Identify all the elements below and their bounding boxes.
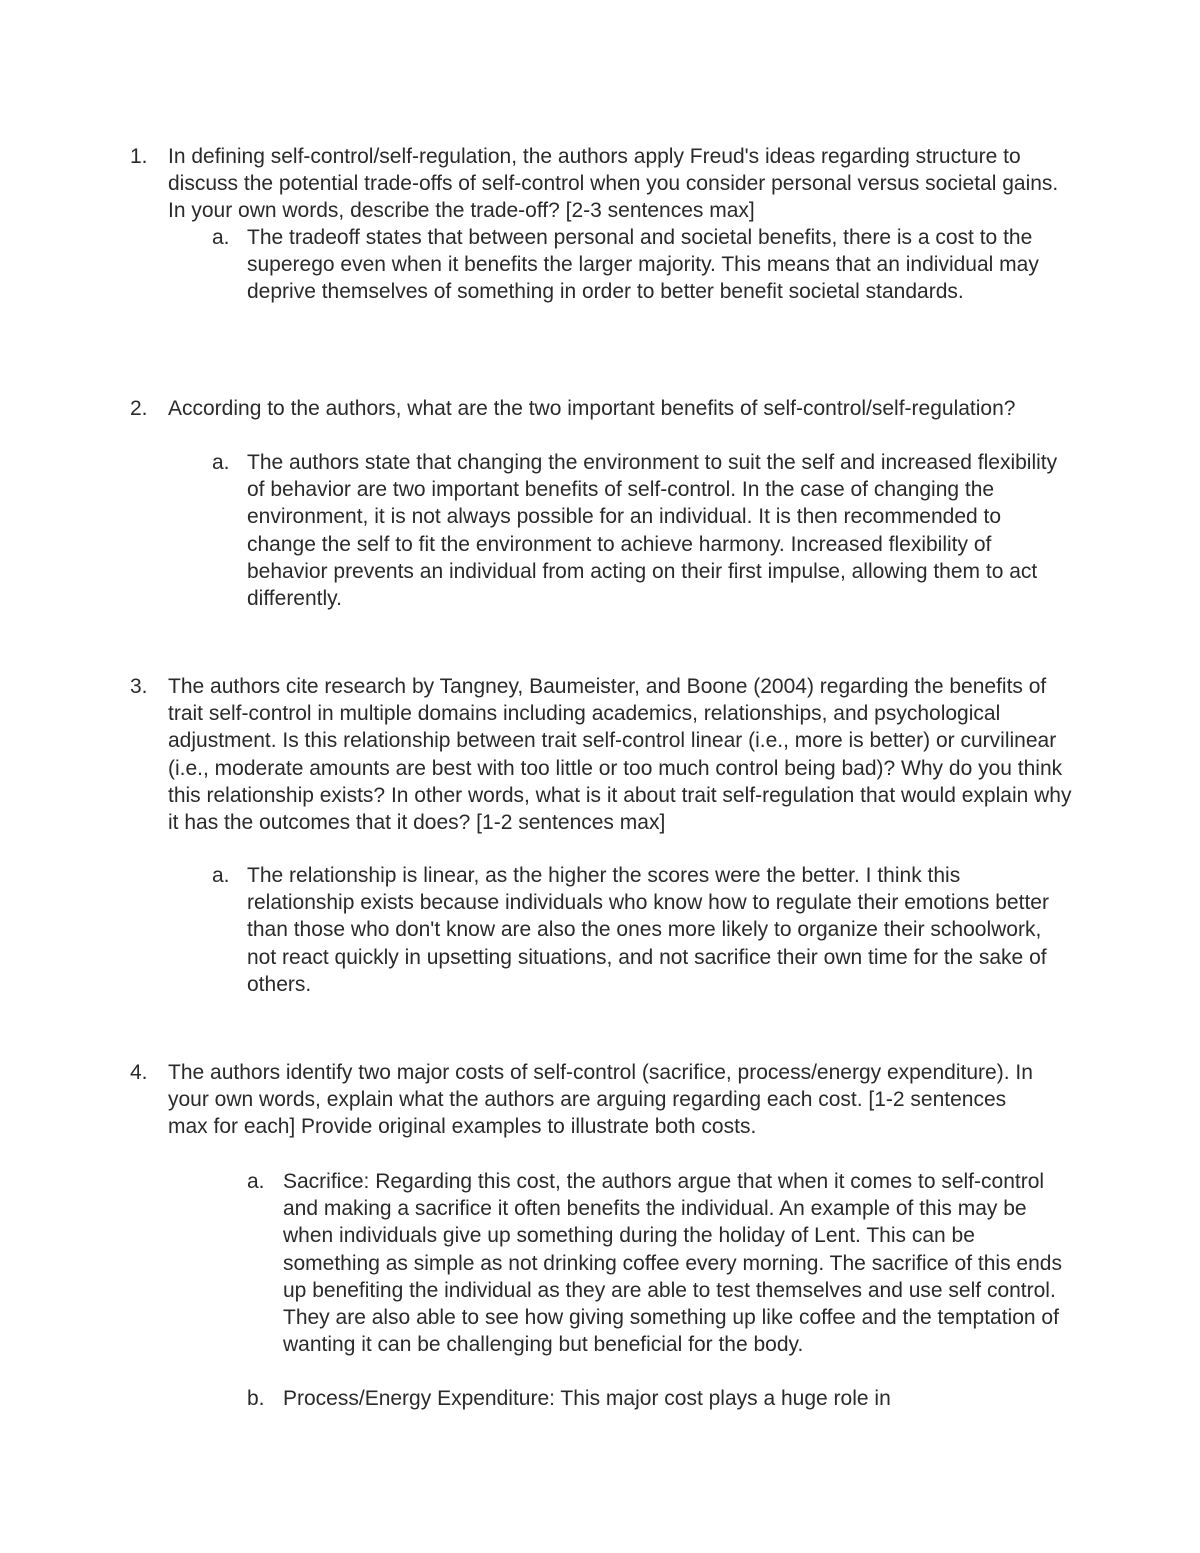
question-number: 3. xyxy=(130,675,148,698)
answer-label: a. xyxy=(247,1170,265,1193)
answer-text: The relationship is linear, as the higher the scores were the better. I think this relationship exists because individuals who know how to regulate their emotions better than those who don't know are also the ones more likely to organize their schoolwork, not react quickly in upsetting situations, and not sacrifice their own time for the sake of others. xyxy=(247,864,1049,996)
answer-label: a. xyxy=(212,451,230,474)
answer-text: The authors state that changing the environment to suit the self and increased flexibility of behavior are two important benefits of self-control. In the case of changing the environment, it is not always possible for an individual. It is then recommended to change the self to fit the environment to achieve harmony. Increased flexibility of behavior prevents an individual from acting on their first impulse, allowing them to act differently. xyxy=(247,451,1058,611)
answer-label: a. xyxy=(212,226,230,249)
question-number: 2. xyxy=(130,397,148,420)
answer-text: Process/Energy Expenditure: This major cost plays a huge role in xyxy=(283,1387,891,1410)
question-text: The authors identify two major costs of self-control (sacrifice, process/energy expenditure). In your own words, explain what the authors are arguing regarding each cost. [1-2 sentences max for each] Provide original examples to illustrate both costs. xyxy=(168,1061,1033,1139)
question-text: The authors cite research by Tangney, Baumeister, and Boone (2004) regarding the benefits of trait self-control in multiple domains including academics, relationships, and psychological adjustment. Is this relationship between trait self-control linear (i.e., more is better) or curvilinear (i.e., moderate amounts are best with too little or too much control being bad)? Why do you think this relationship exists? In other words, what is it about trait self-regulation that would explain why it has the outcomes that it does? [1-2 sentences max] xyxy=(168,675,1072,835)
answer-text: The tradeoff states that between personal and societal benefits, there is a cost to the superego even when it benefits the larger majority. This means that an individual may deprive themselves of something in order to better benefit societal standards. xyxy=(247,226,1039,304)
answer-label: b. xyxy=(247,1387,265,1410)
question-text: In defining self-control/self-regulation, the authors apply Freud's ideas regarding structure to discuss the potential trade-offs of self-control when you consider personal versus societal gains. In your own words, describe the trade-off? [2-3 sentences max] xyxy=(168,145,1059,223)
question-number: 1. xyxy=(130,145,148,168)
answer-label: a. xyxy=(212,864,230,887)
question-text: According to the authors, what are the two important benefits of self-control/self-regulation? xyxy=(168,397,1016,420)
question-number: 4. xyxy=(130,1061,148,1084)
answer-text: Sacrifice: Regarding this cost, the authors argue that when it comes to self-control and making a sacrifice it often benefits the individual. An example of this may be when individuals give up something during the holiday of Lent. This can be something as simple as not drinking coffee every morning. The sacrifice of this ends up benefiting the individual as they are able to test themselves and use self control. They are also able to see how giving something up like coffee and the temptation of wanting it can be challenging but beneficial for the body. xyxy=(283,1170,1062,1357)
